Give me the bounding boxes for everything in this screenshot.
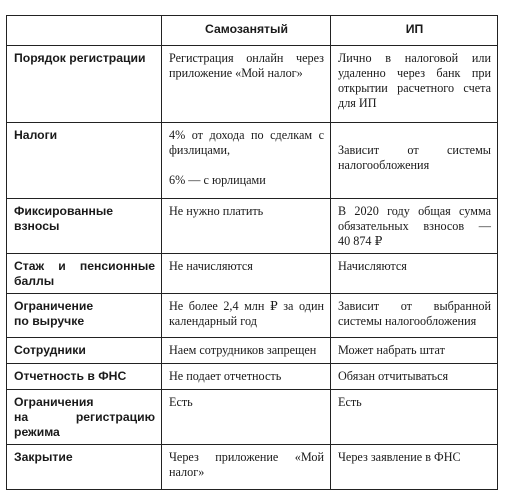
table-row — [7, 199, 498, 254]
ip-value: Есть — [331, 390, 498, 445]
ip-value: Зависит от выбранной системы налогообложения — [331, 294, 498, 338]
table-row — [7, 254, 498, 294]
ip-value: Обязан отчитываться — [331, 364, 498, 390]
row-label-line2: по выручке — [14, 314, 85, 328]
row-label: Фиксированные взносы — [7, 199, 162, 254]
self-employed-value: Регистрация онлайн через приложение «Мой налог» — [162, 46, 331, 123]
ip-value: Начисляются — [331, 254, 498, 294]
self-employed-value: Не более 2,4 млн ₽ за один календарный год — [162, 294, 331, 338]
self-employed-value: Есть — [162, 390, 331, 445]
row-label-line2: на регистрацию режима — [14, 410, 155, 439]
header-empty-cell — [7, 16, 162, 46]
row-label: Отчетность в ФНС — [7, 364, 162, 390]
contributions-text: В 2020 году общая сумма обязательных взносов — — [338, 204, 491, 233]
contributions-amount: 40 874 ₽ — [338, 234, 383, 248]
ip-value — [331, 199, 498, 254]
tax-individuals: 4% от дохода по сделкам с физлицами, — [169, 128, 324, 157]
table-row — [7, 123, 498, 199]
ip-value: Может набрать штат — [331, 338, 498, 364]
row-label: Порядок регистрации — [7, 46, 162, 123]
table-row — [7, 338, 498, 364]
table-row — [7, 294, 498, 338]
self-employed-value — [162, 123, 331, 199]
ip-value: Лично в налоговой или удаленно через банк при открытии расчетного счета для ИП — [331, 46, 498, 123]
header-self-employed: Самозанятый — [162, 16, 331, 46]
table-row — [7, 445, 498, 490]
row-label: Налоги — [7, 123, 162, 199]
table-row — [7, 390, 498, 445]
self-employed-value: Не нужно платить — [162, 199, 331, 254]
row-label-line1: Ограничение — [14, 299, 94, 313]
header-ip: ИП — [331, 16, 498, 46]
self-employed-value: Не подает отчетность — [162, 364, 331, 390]
table-header-row — [7, 16, 498, 46]
row-label: Стаж и пенсионные баллы — [7, 254, 162, 294]
table-row — [7, 364, 498, 390]
row-label-line1: Ограничения — [14, 395, 94, 409]
ip-value: Зависит от системы налогообложения — [331, 123, 498, 199]
self-employed-value: Через приложение «Мой налог» — [162, 445, 331, 490]
self-employed-value: Не начисляются — [162, 254, 331, 294]
row-label: Сотрудники — [7, 338, 162, 364]
table-row — [7, 46, 498, 123]
tax-legal-entities: 6% — с юрлицами — [169, 173, 266, 187]
row-label — [7, 294, 162, 338]
comparison-table — [6, 15, 498, 490]
self-employed-value: Наем сотрудников запрещен — [162, 338, 331, 364]
ip-value: Через заявление в ФНС — [331, 445, 498, 490]
row-label — [7, 390, 162, 445]
row-label: Закрытие — [7, 445, 162, 490]
